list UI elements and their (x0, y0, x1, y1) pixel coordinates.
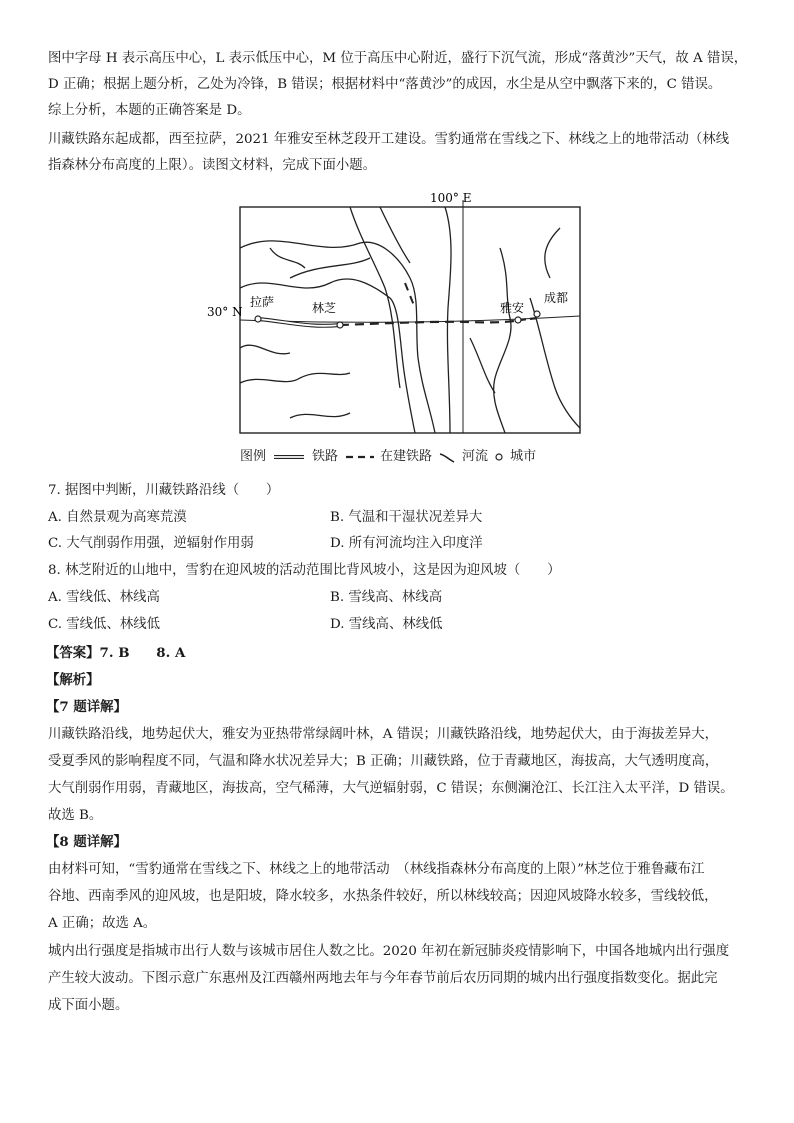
railway-legend-icon (272, 452, 306, 462)
city-label-linzhi: 林芝 (312, 301, 337, 315)
q7-option-a: A. 自然景观为高寒荒漠 (48, 510, 187, 525)
next-passage-line: 成下面小题。 (48, 998, 129, 1013)
question-8-stem: 8. 林芝附近的山地中，雪豹在迎风坡的活动范围比背风坡小，这是因为迎风坡（ ） (48, 563, 561, 578)
legend-title: 图例 (240, 449, 267, 464)
lon-label: 100° E (430, 191, 472, 205)
city-label-yaan: 雅安 (500, 301, 525, 315)
detail-8-line: A 正确；故选 A。 (48, 916, 157, 931)
detail-8-line: 谷地、西南季风的迎风坡，也是阳坡，降水较多，水热条件较好，所以林线较高；因迎风坡降水较多，雪线较低， (48, 889, 718, 904)
q8-option-b: B. 雪线高、林线高 (330, 590, 443, 605)
answer-line: 【答案】7. B 8. A (46, 645, 186, 661)
next-passage-line: 城内出行强度是指城市出行人数与该城市居住人数之比。2020 年初在新冠肺炎疫情影响下，中国各地城内出行强度 (48, 944, 730, 959)
text-line: 综上分析，本题的正确答案是 D。 (48, 103, 251, 118)
city-legend-icon (494, 452, 504, 462)
analysis-label: 【解析】 (46, 672, 100, 688)
building-railway-legend-icon (344, 452, 374, 462)
sichuan-tibet-railway-map (200, 188, 590, 438)
text-line: 指森林分布高度的上限）。读图文材料，完成下面小题。 (48, 158, 377, 173)
city-label-lhasa: 拉萨 (250, 295, 275, 309)
q8-option-d: D. 雪线高、林线低 (330, 617, 443, 632)
city-label-chengdu: 成都 (544, 291, 569, 305)
q7-option-d: D. 所有河流均注入印度洋 (330, 536, 483, 551)
text-line: 图中字母 H 表示高压中心，L 表示低压中心，M 位于高压中心附近，盛行下沉气流，形成“落黄沙”天气，故 A 错误， (48, 51, 748, 66)
legend-railway: 铁路 (312, 449, 339, 464)
detail-8-label: 【8 题详解】 (46, 834, 127, 850)
q8-option-a: A. 雪线低、林线高 (48, 590, 160, 605)
city-marker-lhasa (255, 316, 261, 322)
next-passage-line: 产生较大波动。下图示意广东惠州及江西赣州两地去年与今年春节前后农历同期的城内出行强度指数变化。据此完 (48, 971, 718, 986)
detail-7-line: 故选 B。 (48, 808, 103, 823)
city-marker-linzhi (337, 322, 343, 328)
q7-option-c: C. 大气削弱作用强，逆辐射作用弱 (48, 536, 254, 551)
detail-7-label: 【7 题详解】 (46, 699, 127, 715)
text-line: D 正确；根据上题分析，乙处为冷锋，B 错误；根据材料中“落黄沙”的成因，水尘是从空中飘落下来的，C 错误。 (48, 77, 722, 92)
legend-river: 河流 (462, 449, 489, 464)
question-7-stem: 7. 据图中判断，川藏铁路沿线（ ） (48, 483, 280, 498)
river-legend-icon (438, 451, 456, 463)
legend-building: 在建铁路 (380, 449, 433, 464)
detail-7-line: 受夏季风的影响程度不同，气温和降水状况差异大；B 正确；川藏铁路，位于青藏地区，海拔高，大气透明度高， (48, 754, 719, 769)
city-marker-yaan (515, 317, 521, 323)
detail-8-line: 由材料可知，“雪豹通常在雪线之下、林线之上的地带活动 （林线指森林分布高度的上限）”林芝位于雅鲁藏布江 (48, 862, 705, 877)
text-line: 川藏铁路东起成都，西至拉萨，2021 年雅安至林芝段开工建设。雪豹通常在雪线之下、林线之上的地带活动（林线 (48, 132, 730, 147)
lat-label: 30° N (207, 305, 243, 319)
map-legend (240, 448, 536, 466)
q8-option-c: C. 雪线低、林线低 (48, 617, 161, 632)
detail-7-line: 川藏铁路沿线，地势起伏大，雅安为亚热带常绿阔叶林，A 错误；川藏铁路沿线，地势起伏大，由于海拔差异大， (48, 727, 719, 742)
city-marker-chengdu (534, 311, 540, 317)
detail-7-line: 大气削弱作用弱，青藏地区，海拔高，空气稀薄，大气逆辐射弱，C 错误；东侧澜沧江、长江注入太平洋，D 错误。 (48, 781, 734, 796)
q7-option-b: B. 气温和干湿状况差异大 (330, 510, 483, 525)
legend-city: 城市 (510, 449, 537, 464)
